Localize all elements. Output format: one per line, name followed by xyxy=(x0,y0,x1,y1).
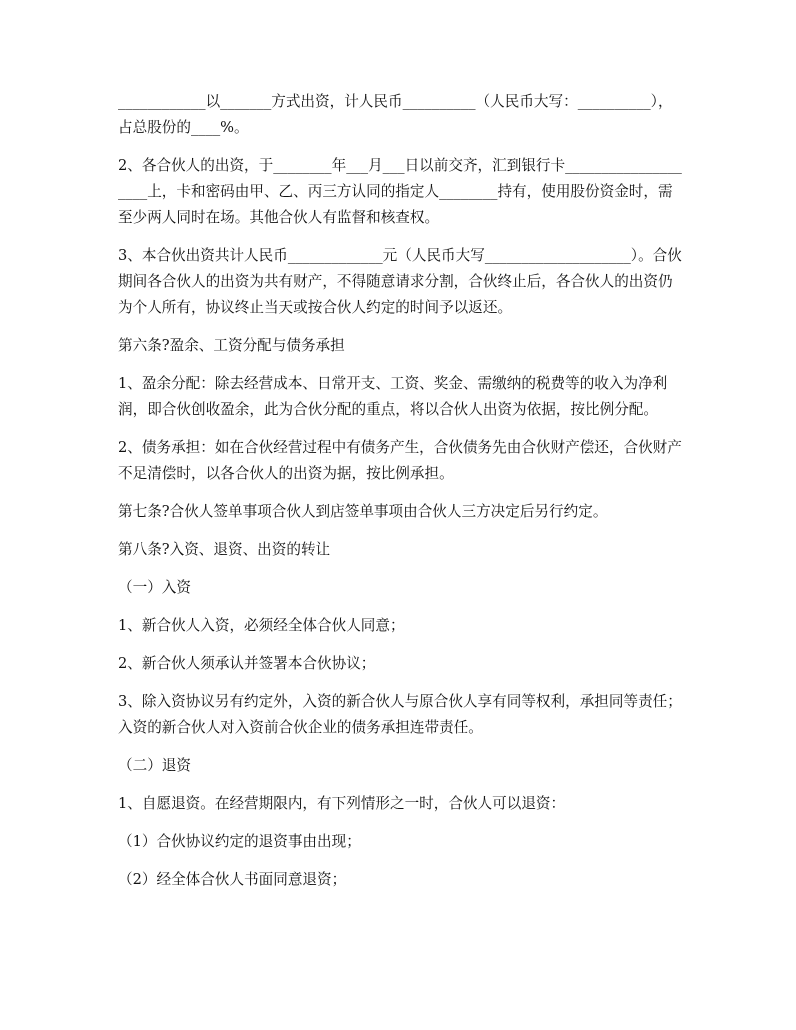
paragraph-contribution-deadline: 2、各合伙人的出资，于________年___月___日以前交齐，汇到银行卡____________________上，卡和密码由甲、乙、丙三方认同的指定人________持有，使用股份资金时，需至少两人同时在场。其他合伙人有监督和核查权。 xyxy=(118,157,682,226)
paragraph-entry-consent: 1、新合伙人入资，必须经全体合伙人同意； xyxy=(118,617,405,634)
paragraph-entry-sign-agreement: 2、新合伙人须承认并签署本合伙协议； xyxy=(118,655,376,672)
paragraph-entry-rights: 3、除入资协议另有约定外，入资的新合伙人与原合伙人享有同等权利，承担同等责任；入资的新合伙人对入资前合伙企业的债务承担连带责任。 xyxy=(118,693,682,736)
paragraph-withdrawal-condition-2: （2）经全体合伙人书面同意退资； xyxy=(118,871,347,888)
article-7-heading: 第七条?合伙人签单事项合伙人到店签单事项由合伙人三方决定后另行约定。 xyxy=(118,503,608,520)
article-8-heading: 第八条?入资、退资、出资的转让 xyxy=(118,541,331,558)
paragraph-capital-contribution-form: ____________以_______方式出资，计人民币__________（人民币大写：__________），占总股份的____%。 xyxy=(118,93,673,136)
paragraph-withdrawal-condition-1: （1）合伙协议约定的退资事由出现； xyxy=(118,833,361,850)
section-withdrawal-heading: （二）退资 xyxy=(118,757,191,774)
paragraph-debt-liability: 2、债务承担：如在合伙经营过程中有债务产生，合伙债务先由合伙财产偿还，合伙财产不足清偿时，以各合伙人的出资为据，按比例承担。 xyxy=(118,439,682,482)
paragraph-total-capital: 3、本合伙出资共计人民币_____________元（人民币大写____________________）。合伙期间各合伙人的出资为共有财产，不得随意请求分割，合伙终止后，各合伙人的出资仍为个人所有，协议终止当天或按合伙人约定的时间予以返还。 xyxy=(118,247,682,316)
section-capital-entry-heading: （一）入资 xyxy=(118,579,191,596)
paragraph-profit-distribution: 1、盈余分配：除去经营成本、日常开支、工资、奖金、需缴纳的税费等的收入为净利润，即合伙创收盈余，此为合伙分配的重点，将以合伙人出资为依据，按比例分配。 xyxy=(118,375,668,418)
paragraph-voluntary-withdrawal: 1、自愿退资。在经营期限内，有下列情形之一时，合伙人可以退资： xyxy=(118,795,566,812)
document-body xyxy=(118,89,683,905)
article-6-heading: 第六条?盈余、工资分配与债务承担 xyxy=(118,337,345,354)
